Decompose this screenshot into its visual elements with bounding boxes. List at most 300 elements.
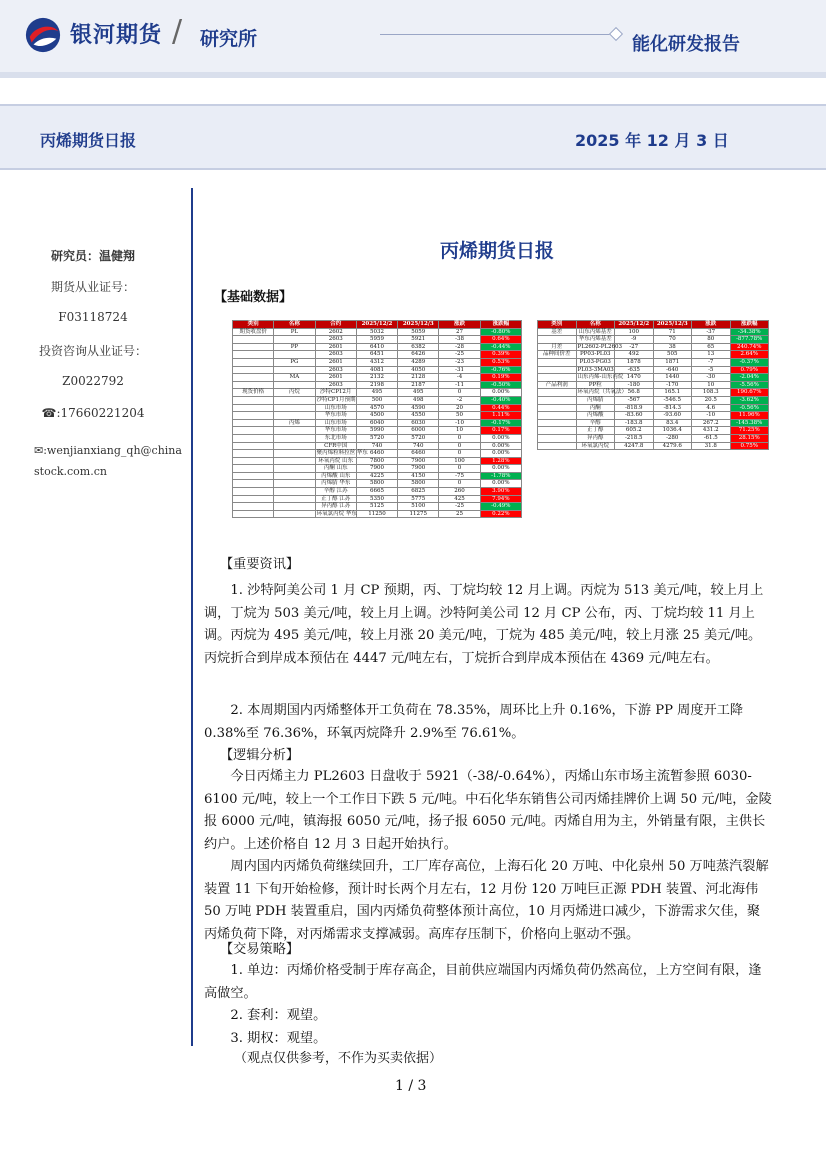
table-cell: 0.00% [480,434,521,442]
table-cell [233,419,274,427]
table-cell: 498 [398,396,439,404]
table-cell: PL03-3MA03 [577,366,614,373]
table-cell [274,488,315,496]
table-cell: -25 [439,503,480,511]
table-cell: 6460 [398,450,439,458]
table-cell: 6426 [398,351,439,359]
table-cell: -4 [439,374,480,382]
page-number: 1 / 3 [395,1078,427,1094]
table-cell: 4289 [398,358,439,366]
futures-spot-table [232,320,522,518]
table-cell: 20.5 [692,396,731,404]
table-cell: 山东市场 [315,419,356,427]
table-cell: -93.60 [653,412,692,420]
table-cell: 10 [692,381,731,389]
table-cell [233,427,274,435]
table-cell: 0.00% [480,465,521,473]
table-row [538,336,769,344]
table-cell [538,389,577,397]
column-header: 类别 [538,321,577,329]
advisor-label: 投资咨询从业证号： [38,344,147,358]
basic-data-heading: 【基础数据】 [214,290,293,305]
table-cell [233,457,274,465]
table-cell: 0 [439,450,480,458]
table-cell: 2128 [398,374,439,382]
table-cell: 7900 [398,457,439,465]
table-row [538,328,769,336]
column-header: 涨跌 [692,321,731,329]
table-cell: -0.40% [480,396,521,404]
table-cell [233,488,274,496]
email: ✉:wenjianxiang_qh@chinastock.com.cn [34,444,182,478]
table-cell: -83.60 [615,412,654,420]
header-divider [0,72,826,78]
table-cell [538,434,577,442]
table-cell: -0.50% [480,381,521,389]
table-row [233,457,522,465]
table-cell: -75 [439,472,480,480]
table-row [538,412,769,420]
report-title: 丙烯期货日报 [40,131,137,150]
table-cell: 80 [692,336,731,344]
table-cell: 425 [439,495,480,503]
spread-profit-table [537,320,769,450]
table-row [233,366,522,374]
table-cell: 11.96% [730,412,769,420]
table-cell: 0.79% [730,366,769,374]
table-cell: -34.38% [730,328,769,336]
table-cell: 71 [653,328,692,336]
table-cell: CFR中国 [315,442,356,450]
table-cell [233,450,274,458]
report-date: 2025 年 12 月 3 日 [575,131,729,150]
table-cell: 5720 [398,434,439,442]
table-cell: 异丙醇 [576,434,615,442]
table-cell: 5800 [356,480,397,488]
table-cell: 2601 [315,374,356,382]
table-cell: 产品利润 [538,381,577,389]
table-cell [538,442,577,450]
table-cell: 0.53% [480,358,521,366]
table-cell: 20 [439,404,480,412]
cert-label: 期货从业证号： [50,280,135,294]
table-cell: 38 [653,343,692,351]
table-cell: -280 [653,434,692,442]
table-cell: 丙烯 [274,419,315,427]
table-cell: 10 [439,427,480,435]
news-block [204,580,772,670]
table-cell [274,472,315,480]
table-cell: 267.2 [692,419,731,427]
table-cell: 4312 [356,358,397,366]
table-cell: -10 [439,419,480,427]
table-cell: -546.5 [653,396,692,404]
table-cell: 7900 [398,465,439,473]
company-name: 银河期货 [70,23,163,48]
table-cell: 3.90% [480,488,521,496]
table-cell: 期货收盘价 [233,328,274,336]
table-cell: 4050 [398,366,439,374]
table-cell: 6451 [356,351,397,359]
table-cell: 0 [439,442,480,450]
table-cell [233,412,274,420]
report-type: 能化研发报告 [632,34,740,55]
table-cell: 4279.6 [653,442,692,450]
table-cell: 华东市场 [315,412,356,420]
table-cell: 2602 [315,328,356,336]
table-cell: -0.49% [480,503,521,511]
table-cell: 0.44% [480,404,521,412]
table-cell: 丙烯酸 [576,412,615,420]
table-cell: 6040 [356,419,397,427]
table-cell [274,434,315,442]
table-cell: -635 [615,366,654,374]
table-cell: 500 [356,396,397,404]
table-cell: -877.78% [730,336,769,344]
table-cell [233,343,274,351]
table-cell: PP03-PL03 [576,351,615,359]
table-cell: 丙烯腈 华东 [315,480,356,488]
table-cell [274,396,315,404]
column-header: 2025/12/3 [653,321,692,329]
table-cell: 5059 [398,328,439,336]
table-cell: 0.00% [480,480,521,488]
table-row [233,328,522,336]
table-cell: 5125 [356,503,397,511]
table-cell [274,336,315,344]
table-cell: 7800 [356,457,397,465]
table-row [233,465,522,473]
table-cell: 1.28% [480,457,521,465]
table-cell: PP [274,343,315,351]
table-cell [233,472,274,480]
table-cell: -814.3 [653,404,692,412]
logic-paragraph: 周内国内丙烯负荷继续回升，工厂库存高位，上海石化 20 万吨、中化泉州 50 万吨蒸汽裂解装置 11 下旬开始检修，预计时长两个月左右，12 月份 120 万吨巨正源 PDH 装置、河北海伟 50 万吨 PDH 装置重启，国内丙烯负荷整体预计高位，10 月丙烯进口减少，下游需求欠佳，聚丙烯负荷下降，对丙烯需求支撑减弱。高库存压制下，价格向上驱动不强。 [204,859,769,942]
table-cell: -640 [653,366,692,374]
table-row [233,450,522,458]
table-cell: 2601 [315,358,356,366]
table-cell: -3.62% [730,396,769,404]
column-header: 2025/12/3 [398,321,439,329]
table-cell [538,419,577,427]
table-cell: -170 [653,381,692,389]
table-cell: -0.37% [730,358,769,366]
strategy-block [204,960,772,1050]
table-cell: 740 [356,442,397,450]
table-cell: 260 [439,488,480,496]
table-row [538,366,769,374]
table-row [233,374,522,382]
table-cell: 4225 [356,472,397,480]
table-header-row [233,321,522,329]
table-cell: 7900 [356,465,397,473]
news-paragraph: 1. 沙特阿美公司 1 月 CP 预期，丙、丁烷均较 12 月上调。丙烷为 513 美元/吨，较上月上调，丁烷为 503 美元/吨，较上月上调。沙特阿美公司 12 月 CP 公布，丙、丁烷均较 11 月上调。丙烷为 495 美元/吨，较上月涨 20 美元/吨，丁烷为 485 美元/吨，较上月涨 25 美元/吨。丙烷折合到岸成本预估在 4447 元/吨左右，丁烷折合到岸成本预估在 4369 元/吨左右。 [204,583,764,666]
strategy-item: 1. 单边：丙烯价格受制于库存高企，目前供应端国内丙烯负荷仍然高位，上方空间有限，逢高做空。 [204,963,762,1001]
table-row [538,404,769,412]
table-cell [233,374,274,382]
table-cell: -183.8 [615,419,654,427]
table-row [233,419,522,427]
table-cell: 6382 [398,343,439,351]
table-cell: -818.9 [615,404,654,412]
table-cell: 月差 [538,343,577,351]
table-row [233,495,522,503]
table-cell: 0 [439,465,480,473]
table-cell [538,404,577,412]
column-header: 名称 [576,321,615,329]
table-row [233,396,522,404]
table-cell: PL03-PG03 [576,358,615,366]
table-cell: 505 [653,351,692,359]
column-header: 涨跌 [439,321,480,329]
table-cell: 495 [356,389,397,397]
table-row [538,419,769,427]
table-cell: 山东市场 [315,404,356,412]
table-row [233,381,522,389]
table-row [538,381,769,389]
table-cell: 0.17% [480,427,521,435]
table-cell [233,480,274,488]
table-row [233,480,522,488]
table-cell: 6460 [356,450,397,458]
table-cell: PP粒 [576,381,615,389]
table-cell: 1878 [615,358,654,366]
table-cell: 0 [439,434,480,442]
table-cell [233,503,274,511]
table-cell: 6825 [398,488,439,496]
table-cell: 0.00% [480,442,521,450]
table-cell: 65 [692,343,731,351]
table-cell: 6030 [398,419,439,427]
table-cell: MA [274,374,315,382]
table-cell [233,336,274,344]
column-header: 2025/12/2 [615,321,654,329]
table-cell [274,442,315,450]
cert-number: F03118724 [58,310,128,324]
table-cell: 165.1 [653,389,692,397]
table-cell: 50 [439,412,480,420]
table-cell: 基差 [538,328,577,336]
table-cell [538,427,577,435]
table-cell [274,480,315,488]
table-cell: -145.38% [730,419,769,427]
table-cell: 5720 [356,434,397,442]
table-cell [274,412,315,420]
table-cell [274,510,315,518]
table-row [538,442,769,450]
table-cell: 11275 [398,510,439,518]
table-cell: 431.2 [692,427,731,435]
table-cell: 2603 [315,381,356,389]
table-row [233,442,522,450]
table-row [538,389,769,397]
table-cell: -0.76% [480,366,521,374]
table-row [233,358,522,366]
table-row [538,351,769,359]
table-row [538,343,769,351]
table-cell: -5 [692,366,731,374]
table-cell: 5990 [356,427,397,435]
table-cell: -2 [439,396,480,404]
table-cell: -25 [439,351,480,359]
table-row [233,503,522,511]
table-cell: 100 [439,457,480,465]
table-cell: -27 [615,343,654,351]
table-cell: 0.75% [730,442,769,450]
table-cell: 495 [398,389,439,397]
table-cell: 丙烯酸 山东 [315,472,356,480]
column-header: 涨跌幅 [480,321,521,329]
table-cell: 0 [439,389,480,397]
column-header: 名称 [274,321,315,329]
table-cell: 27 [439,328,480,336]
table-cell: 正丁醇 [576,427,615,435]
table-cell: 108.3 [692,389,731,397]
table-cell: 0.00% [480,450,521,458]
table-cell [274,465,315,473]
table-cell: 56.8 [615,389,654,397]
table-cell: 0.22% [480,510,521,518]
table-cell: 环氧丙烷 山东 [315,457,356,465]
table-cell [233,434,274,442]
table-cell: -1.78% [480,472,521,480]
table-cell [538,396,577,404]
table-cell: 1440 [653,374,692,382]
table-cell: PL2602-PL2603 [577,343,623,350]
table-cell: 华东市场 [315,427,356,435]
strategy-heading: 【交易策略】 [220,942,300,957]
table-cell: 0 [439,480,480,488]
sidebar-divider [191,188,193,1046]
table-cell: -180 [615,381,654,389]
table-cell: 2601 [315,343,356,351]
table-cell: 4247.8 [615,442,654,450]
table-cell: 5350 [356,495,397,503]
table-cell [274,503,315,511]
table-cell: 丙烷 [274,389,315,397]
table-cell: 5959 [356,336,397,344]
table-cell: -5.56% [730,381,769,389]
table-cell: 4150 [398,472,439,480]
table-cell [538,374,577,382]
table-row [538,358,769,366]
table-cell: -37 [692,328,731,336]
table-row [233,488,522,496]
table-cell [538,336,577,344]
table-cell: -61.5 [692,434,731,442]
table-cell: -30 [692,374,731,382]
strategy-item: 3. 期权：观望。 [230,1030,327,1046]
table-cell: 正丁醇 江苏 [315,495,356,503]
table-cell: 4500 [356,412,397,420]
table-row [538,396,769,404]
disclaimer: （观点仅供参考，不作为买卖依据） [234,1051,443,1066]
table-cell [274,495,315,503]
table-cell: 环氧氯丙烷 [576,442,615,450]
table-cell [538,358,577,366]
table-cell: 环氧氯丙烷 华东 [316,510,357,517]
table-row [233,412,522,420]
table-cell: 7.94% [480,495,521,503]
table-cell [233,465,274,473]
table-cell [233,351,274,359]
table-cell: 11250 [356,510,397,518]
table-cell: 4570 [356,404,397,412]
table-cell: 2132 [356,374,397,382]
table-row [538,434,769,442]
table-cell: 东北市场 [315,434,356,442]
table-row [233,434,522,442]
table-cell: 0.39% [480,351,521,359]
table-cell: -10 [692,412,731,420]
table-cell: 丙酮 山东 [315,465,356,473]
table-cell: 5800 [398,480,439,488]
advisor-number: Z0022792 [62,374,124,388]
table-cell [274,404,315,412]
table-cell [233,366,274,374]
table-cell: 异丙醇 江苏 [315,503,356,511]
table-cell [274,450,315,458]
table-row [233,472,522,480]
table-header-row [538,321,769,329]
logic-paragraph: 今日丙烯主力 PL2603 日盘收于 5921（-38/-0.64%），丙烯山东市场主流暂参照 6030-6100 元/吨，较上一个工作日下跌 5 元/吨。中石化华东销售公司丙烯挂牌价上调 50 元/吨，金陵报 6000 元/吨，镇海报 6050 元/吨，扬子报 6050 元/吨。丙烯自用为主，外销量有限，主供长约户。上述价格自 12 月 3 日起开始执行。 [204,769,772,852]
table-cell: 2603 [315,351,356,359]
table-cell: 丙酮 [576,404,615,412]
table-row [233,343,522,351]
table-cell: 聚丙烯粒料拉丝 华东 [316,450,368,457]
table-row [233,351,522,359]
table-cell: -11 [439,381,480,389]
table-cell: 品种间价差 [538,351,577,359]
logic-heading: 【逻辑分析】 [220,748,300,763]
table-cell: 4590 [398,404,439,412]
table-cell: -23 [439,358,480,366]
table-cell: 6410 [356,343,397,351]
table-cell: -2.04% [730,374,769,382]
table-cell: 辛醇 [576,419,615,427]
table-cell: 6665 [356,488,397,496]
table-cell: -0.44% [480,343,521,351]
table-cell [274,427,315,435]
table-cell: -7 [692,358,731,366]
table-cell: 辛醇 江苏 [315,488,356,496]
table-cell: 1.11% [480,412,521,420]
table-cell: 丙烯腈 [576,396,615,404]
table-cell: 190.67% [730,389,769,397]
table-cell: 4081 [356,366,397,374]
table-cell [233,381,274,389]
table-cell: 环氧丙烷（共氧法） [577,389,628,396]
table-cell [538,366,577,374]
news-heading: 【重要资讯】 [220,557,300,572]
strategy-item: 2. 套利：观望。 [230,1008,327,1023]
logic-block [204,766,772,946]
table-cell: -9 [615,336,654,344]
table-cell: 4.6 [692,404,731,412]
table-cell [233,404,274,412]
table-cell: 0.00% [480,389,521,397]
column-header: 涨跌幅 [730,321,769,329]
table-cell: 4550 [398,412,439,420]
main-title: 丙烯期货日报 [440,240,555,262]
table-cell: -0.56% [730,404,769,412]
table-cell: 5100 [398,503,439,511]
table-cell: 沙特CP1月预期 [316,396,356,403]
table-cell: 28.15% [730,434,769,442]
column-header: 合约 [315,321,356,329]
table-cell: -38 [439,336,480,344]
table-cell: 2603 [315,366,356,374]
